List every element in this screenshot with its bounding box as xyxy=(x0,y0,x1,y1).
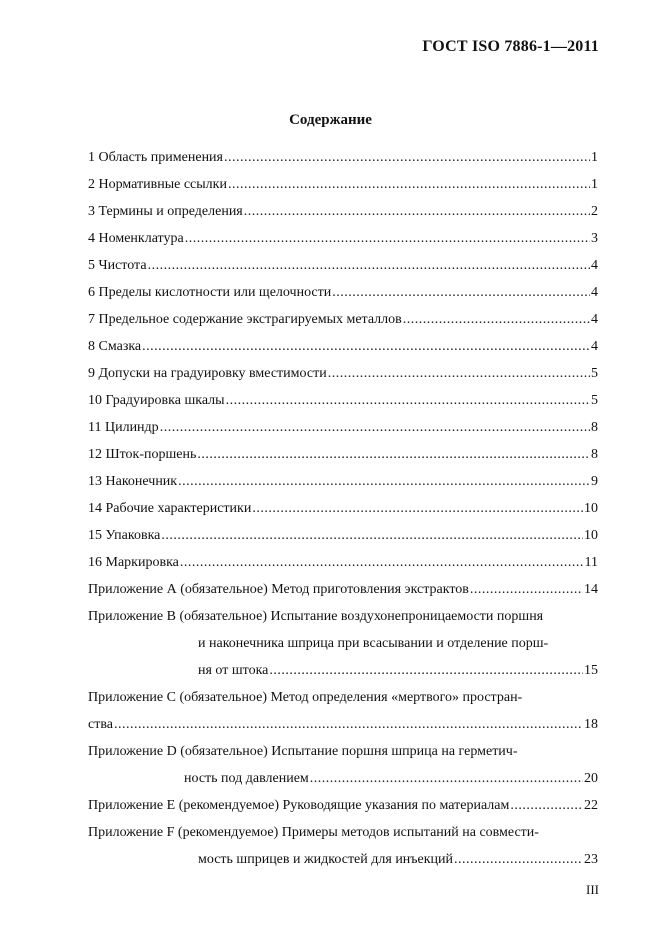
toc-leader-dots xyxy=(180,549,584,576)
toc-entry-page: 8 xyxy=(591,420,598,435)
toc-appendix-a[interactable] xyxy=(88,576,598,603)
toc-leader-dots xyxy=(252,495,583,522)
page-title: Содержание xyxy=(289,112,372,128)
toc-leader-dots xyxy=(185,225,590,252)
toc-leader-dots xyxy=(226,387,590,414)
toc-entry[interactable] xyxy=(88,306,598,333)
toc-leader-dots xyxy=(224,144,590,171)
toc-leader-dots xyxy=(160,414,590,441)
toc-entry-label: Приложение А (обязательное) Метод приготовления экстрактов xyxy=(88,582,469,597)
toc-entry-label: 9 Допуски на градуировку вместимости xyxy=(88,366,327,381)
document-header: ГОСТ ISO 7886-1—2011 xyxy=(422,38,599,55)
toc-leader-dots xyxy=(114,711,583,738)
toc-entry[interactable] xyxy=(88,171,598,198)
toc-entry-page: 4 xyxy=(591,339,598,354)
toc-appendix-f-line2[interactable] xyxy=(88,846,598,873)
toc-appendix-f-line1[interactable] xyxy=(88,819,598,846)
toc-entry-label: 14 Рабочие характеристики xyxy=(88,501,252,516)
toc-entry-page: 10 xyxy=(584,528,598,543)
toc-leader-dots xyxy=(228,171,590,198)
toc-entry[interactable] xyxy=(88,414,598,441)
toc-entry[interactable] xyxy=(88,225,598,252)
toc-entry-label: 7 Предельное содержание экстрагируемых металлов xyxy=(88,312,402,327)
toc-leader-dots xyxy=(161,522,583,549)
toc-entry[interactable] xyxy=(88,495,598,522)
toc-entry-label: 13 Наконечник xyxy=(88,474,178,489)
toc-entry-label: 15 Упаковка xyxy=(88,528,161,543)
toc-appendix-d-line2[interactable] xyxy=(88,765,598,792)
toc-leader-dots xyxy=(148,252,590,279)
toc-entry[interactable] xyxy=(88,252,598,279)
toc-entry[interactable] xyxy=(88,279,598,306)
toc-entry-label: 10 Градуировка шкалы xyxy=(88,393,225,408)
toc-leader-dots xyxy=(244,198,590,225)
toc-leader-dots xyxy=(269,657,583,684)
toc-entry-label: 6 Пределы кислотности или щелочности xyxy=(88,285,332,300)
toc-entry-label: 3 Термины и определения xyxy=(88,204,243,219)
toc-appendix-b-line1[interactable] xyxy=(88,603,598,630)
toc-leader-dots xyxy=(328,360,590,387)
toc-entry[interactable] xyxy=(88,387,598,414)
toc-entry[interactable] xyxy=(88,441,598,468)
toc-entry-label: Приложение В (обязательное) Испытание воздухонепроницаемости поршня xyxy=(88,609,544,624)
toc-entry-label: 4 Номенклатура xyxy=(88,231,184,246)
toc-entry[interactable] xyxy=(88,144,598,171)
toc-leader-dots xyxy=(332,279,590,306)
toc-entry[interactable] xyxy=(88,333,598,360)
toc-entry-page: 4 xyxy=(591,312,598,327)
toc-entry-page: 10 xyxy=(584,501,598,516)
toc-leader-dots xyxy=(310,765,583,792)
toc-entry-label: Приложение D (обязательное) Испытание поршня шприца на герметич- xyxy=(88,744,518,759)
toc-entry-page: 22 xyxy=(584,798,598,813)
toc-entry-label: Приложение Е (рекомендуемое) Руководящие указания по материалам xyxy=(88,798,510,813)
toc-entry-page: 11 xyxy=(584,555,598,570)
toc-entry-page: 4 xyxy=(591,285,598,300)
toc-leader-dots xyxy=(470,576,583,603)
toc-entry[interactable] xyxy=(88,360,598,387)
toc-entry-page: 5 xyxy=(591,366,598,381)
toc-entry-label: 8 Смазка xyxy=(88,339,142,354)
toc-leader-dots xyxy=(403,306,590,333)
toc-leader-dots xyxy=(178,468,590,495)
toc-entry-page: 14 xyxy=(584,582,598,597)
toc-appendix-d-line1[interactable] xyxy=(88,738,598,765)
toc-entry-label: 2 Нормативные ссылки xyxy=(88,177,227,192)
toc-leader-dots xyxy=(197,441,590,468)
toc-entries xyxy=(88,144,598,576)
toc-entry-page: 23 xyxy=(584,852,598,867)
toc-leader-dots xyxy=(510,792,583,819)
toc-entry-page: 4 xyxy=(591,258,598,273)
toc-entry[interactable] xyxy=(88,468,598,495)
toc-entry-page: 3 xyxy=(591,231,598,246)
toc-entry-page: 18 xyxy=(584,717,598,732)
toc-entry-label: ность под давлением xyxy=(184,771,309,786)
toc-entry-page: 5 xyxy=(591,393,598,408)
toc-entry-label: 12 Шток-поршень xyxy=(88,447,197,462)
toc-entry-page: 8 xyxy=(591,447,598,462)
toc-entry[interactable] xyxy=(88,549,598,576)
toc-entry-page: 20 xyxy=(584,771,598,786)
toc-entry-page: 15 xyxy=(584,663,598,678)
toc-entry-label: 1 Область применения xyxy=(88,150,223,165)
toc-entry-label: 11 Цилиндр xyxy=(88,420,159,435)
toc-entry-label: и наконечника шприца при всасывании и отделение порш- xyxy=(198,636,549,651)
toc-entry-label: ня от штока xyxy=(198,663,269,678)
toc-entry-page: 9 xyxy=(591,474,598,489)
toc-appendix-e[interactable] xyxy=(88,792,598,819)
table-of-contents xyxy=(88,144,598,873)
toc-leader-dots xyxy=(142,333,590,360)
toc-entry-page: 1 xyxy=(591,150,598,165)
toc-entry-label: мость шприцев и жидкостей для инъекций xyxy=(198,852,454,867)
toc-entry-page: 1 xyxy=(591,177,598,192)
toc-entry-label: ства xyxy=(88,717,113,732)
toc-entry-label: Приложение F (рекомендуемое) Примеры методов испытаний на совмести- xyxy=(88,825,539,840)
toc-entry[interactable] xyxy=(88,198,598,225)
page-number: III xyxy=(586,882,599,897)
toc-appendix-c-line2[interactable] xyxy=(88,711,598,738)
toc-entry[interactable] xyxy=(88,522,598,549)
toc-leader-dots xyxy=(454,846,583,873)
toc-appendix-b-line2[interactable] xyxy=(88,630,598,657)
toc-appendix-b-line3[interactable] xyxy=(88,657,598,684)
toc-entry-page: 2 xyxy=(591,204,598,219)
toc-entry-label: 5 Чистота xyxy=(88,258,147,273)
toc-entry-label: 16 Маркировка xyxy=(88,555,179,570)
toc-appendix-c-line1[interactable] xyxy=(88,684,598,711)
toc-entry-label: Приложение С (обязательное) Метод определения «мертвого» простран- xyxy=(88,690,523,705)
